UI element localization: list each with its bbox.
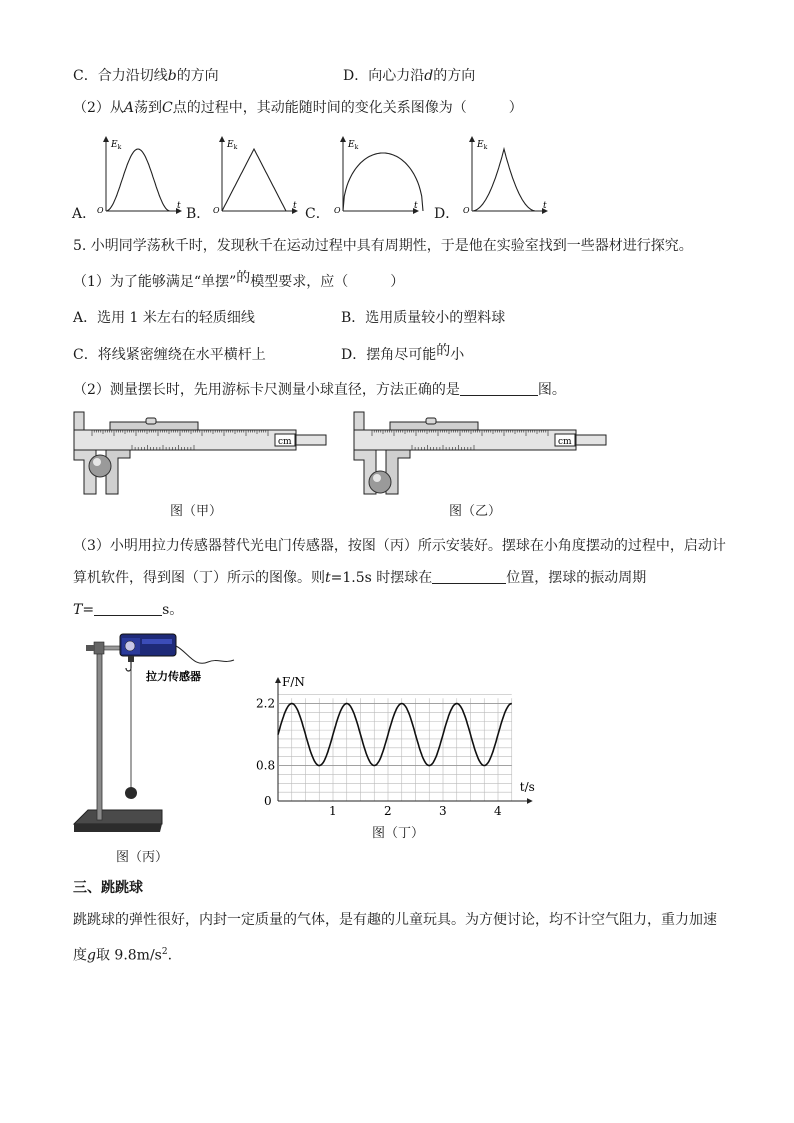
q5-option-b: B．选用质量较小的塑料球 — [341, 310, 506, 326]
q4-part2-stem: （2）从A荡到C点的过程中，其动能随时间的变化关系图像为（ ） — [73, 100, 523, 116]
y-tick-label: 2.2 — [256, 696, 276, 711]
q5-part3-line2: 算机软件，得到图（丁）所示的图像。则t=1.5s 时摆球在 位置，摆球的振动周期 — [73, 570, 647, 586]
section3-line2: 度g取 $9.8m/s^2$. — [73, 947, 173, 964]
force-time-chart — [250, 670, 560, 820]
ek-x-label: t — [177, 201, 181, 211]
apparatus-figure — [68, 628, 238, 838]
x-tick-label: 4 — [494, 804, 502, 818]
caliper-jia-unit: cm — [278, 437, 292, 447]
ek-curve — [222, 149, 286, 211]
graph-label-b: B． — [186, 206, 211, 222]
q5-option-d: D．摆角尽可能的小 — [341, 343, 465, 363]
ek-y-label: $E_k$ — [348, 140, 359, 151]
q5-part3-line1: （3）小明用拉力传感器替代光电门传感器，按图（丙）所示安装好。摆球在小角度摆动的过程中，启动计 — [73, 538, 726, 554]
caption-ding: 图（丁） — [372, 826, 425, 841]
caliper-yi — [350, 408, 610, 498]
ek-x-label: t — [543, 201, 547, 211]
ek-curve — [106, 149, 170, 211]
ek-curve — [343, 153, 423, 211]
q4-option-c: C．合力沿切线b的方向 — [73, 68, 219, 84]
q5-option-c: C．将线紧密缠绕在水平横杆上 — [73, 347, 266, 363]
x-tick-label: 3 — [439, 804, 447, 818]
ek-origin-label: O — [463, 206, 470, 215]
caliper-jia — [70, 408, 330, 498]
y-axis-label: F/N — [282, 675, 305, 689]
q5-option-a: A．选用 1 米左右的轻质细线 — [73, 310, 255, 326]
section3-title: 三、跳跳球 — [73, 880, 143, 896]
graph-label-a: A． — [72, 206, 97, 222]
x-tick-label: 2 — [384, 804, 392, 818]
q4-option-d: D．向心力沿d的方向 — [343, 68, 476, 84]
ek-t-graphs — [0, 0, 794, 230]
x-axis-label: t/s — [519, 780, 535, 794]
q5-part2-stem: （2）测量摆长时，先用游标卡尺测量小球直径，方法正确的是 图。 — [73, 382, 566, 398]
q5-stem: 5. 小明同学荡秋千时，发现秋千在运动过程中具有周期性，于是他在实验室找到一些器材进行探究。 — [73, 238, 693, 254]
ek-origin-label: O — [213, 206, 220, 215]
ek-origin-label: O — [97, 206, 104, 215]
ek-y-label: $E_k$ — [111, 140, 122, 151]
ek-origin-label: O — [334, 206, 341, 215]
ek-x-label: t — [414, 201, 418, 211]
caption-bing: 图（丙） — [116, 850, 169, 865]
ek-curve — [472, 149, 536, 211]
ek-x-label: t — [293, 201, 297, 211]
caption-jia: 图（甲） — [170, 504, 223, 519]
sensor-label: 拉力传感器 — [146, 670, 201, 683]
x-tick-label: 1 — [329, 804, 337, 818]
caliper-yi-unit: cm — [558, 437, 572, 447]
graph-label-d: D． — [434, 206, 460, 222]
caption-yi: 图（乙） — [449, 504, 502, 519]
q5-part1-stem: （1）为了能够满足“单摆”的模型要求，应（ ） — [73, 270, 405, 290]
origin-label: 0 — [264, 794, 272, 808]
section3-line1: 跳跳球的弹性很好，内封一定质量的气体，是有趣的儿童玩具。为方便讨论，均不计空气阻力，重力加速 — [73, 912, 717, 928]
ek-y-label: $E_k$ — [227, 140, 238, 151]
series-force-line — [278, 704, 512, 766]
graph-label-c: C． — [305, 206, 330, 222]
ek-y-label: $E_k$ — [477, 140, 488, 151]
q5-part3-line3: T= s。 — [73, 602, 184, 618]
y-tick-label: 0.8 — [256, 758, 276, 773]
